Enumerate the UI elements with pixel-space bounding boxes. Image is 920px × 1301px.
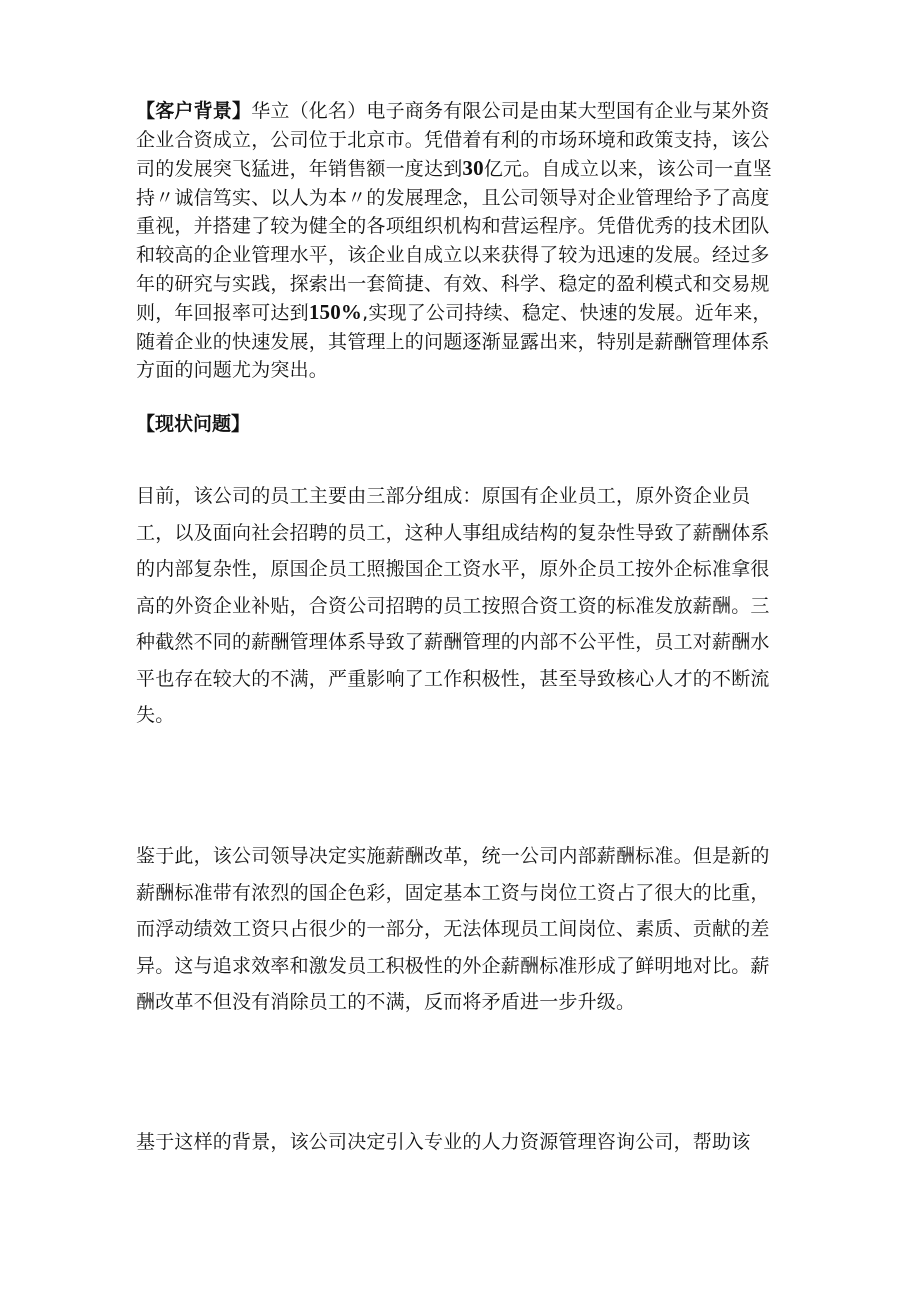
customer-background-paragraph [136,97,784,385]
background-text-part-2: 亿元。自成立以来，该公司一直坚持〃诚信笃实、以人为本〃的发展理念，且公司领导对企业管理给予了高度重视，并搭建了较为健全的各项组织机构和营运程序。凭借优秀的技术团队和较高的企业管理水平，该企业自成立以来获得了较为迅速的发展。经过多年的研究与实践，探索出一套简捷、有效、科学、稳定的盈利模式和交易规则，年回报率可达到 [136,158,772,325]
status-paragraph-3: 基于这样的背景，该公司决定引入专业的人力资源管理咨询公司，帮助该 [136,1131,751,1153]
status-paragraph-2: 鉴于此，该公司领导决定实施薪酬改革，统一公司内部薪酬标准。但是新的薪酬标准带有浓烈的国企色彩，固定基本工资与岗位工资占了很大的比重，而浮动绩效工资只占很少的一部分，无法体现员工间岗位、素质、贡献的差异。这与追求效率和激发员工积极性的外企薪酬标准形成了鲜明地对比。薪酬改革不但没有消除员工的不满，反而将矛盾进一步升级。 [136,845,770,1013]
background-text-part-1: 华立（化名）电子商务有限公司是由某大型国有企业与某外资企业合资成立，公司位于北京市。凭借着有利的市场环境和政策支持，该公司的发展突飞猛进，年销售额一度达到 [136,100,770,181]
status-problems-heading: 【现状问题】 [136,413,251,435]
return-rate-number: 150% [308,300,363,325]
revenue-number: 30 [462,156,484,181]
customer-background-label: 【客户背景】 [136,100,252,122]
background-text-part-3: ,实现了公司持续、稳定、快速的发展。近年来，随着企业的快速发展，其管理上的问题逐渐显露出来，特别是薪酬管理体系方面的问题尤为突出。 [136,302,772,382]
status-paragraph-1: 目前，该公司的员工主要由三部分组成：原国有企业员工，原外资企业员工，以及面向社会招聘的员工，这种人事组成结构的复杂性导致了薪酬体系的内部复杂性，原国企员工照搬国企工资水平，原外企员工按外企标准拿很高的外资企业补贴，合资公司招聘的员工按照合资工资的标准发放薪酬。三种截然不同的薪酬管理体系导致了薪酬管理的内部不公平性，员工对薪酬水平也存在较大的不满，严重影响了工作积极性，甚至导致核心人才的不断流失。 [136,485,770,726]
